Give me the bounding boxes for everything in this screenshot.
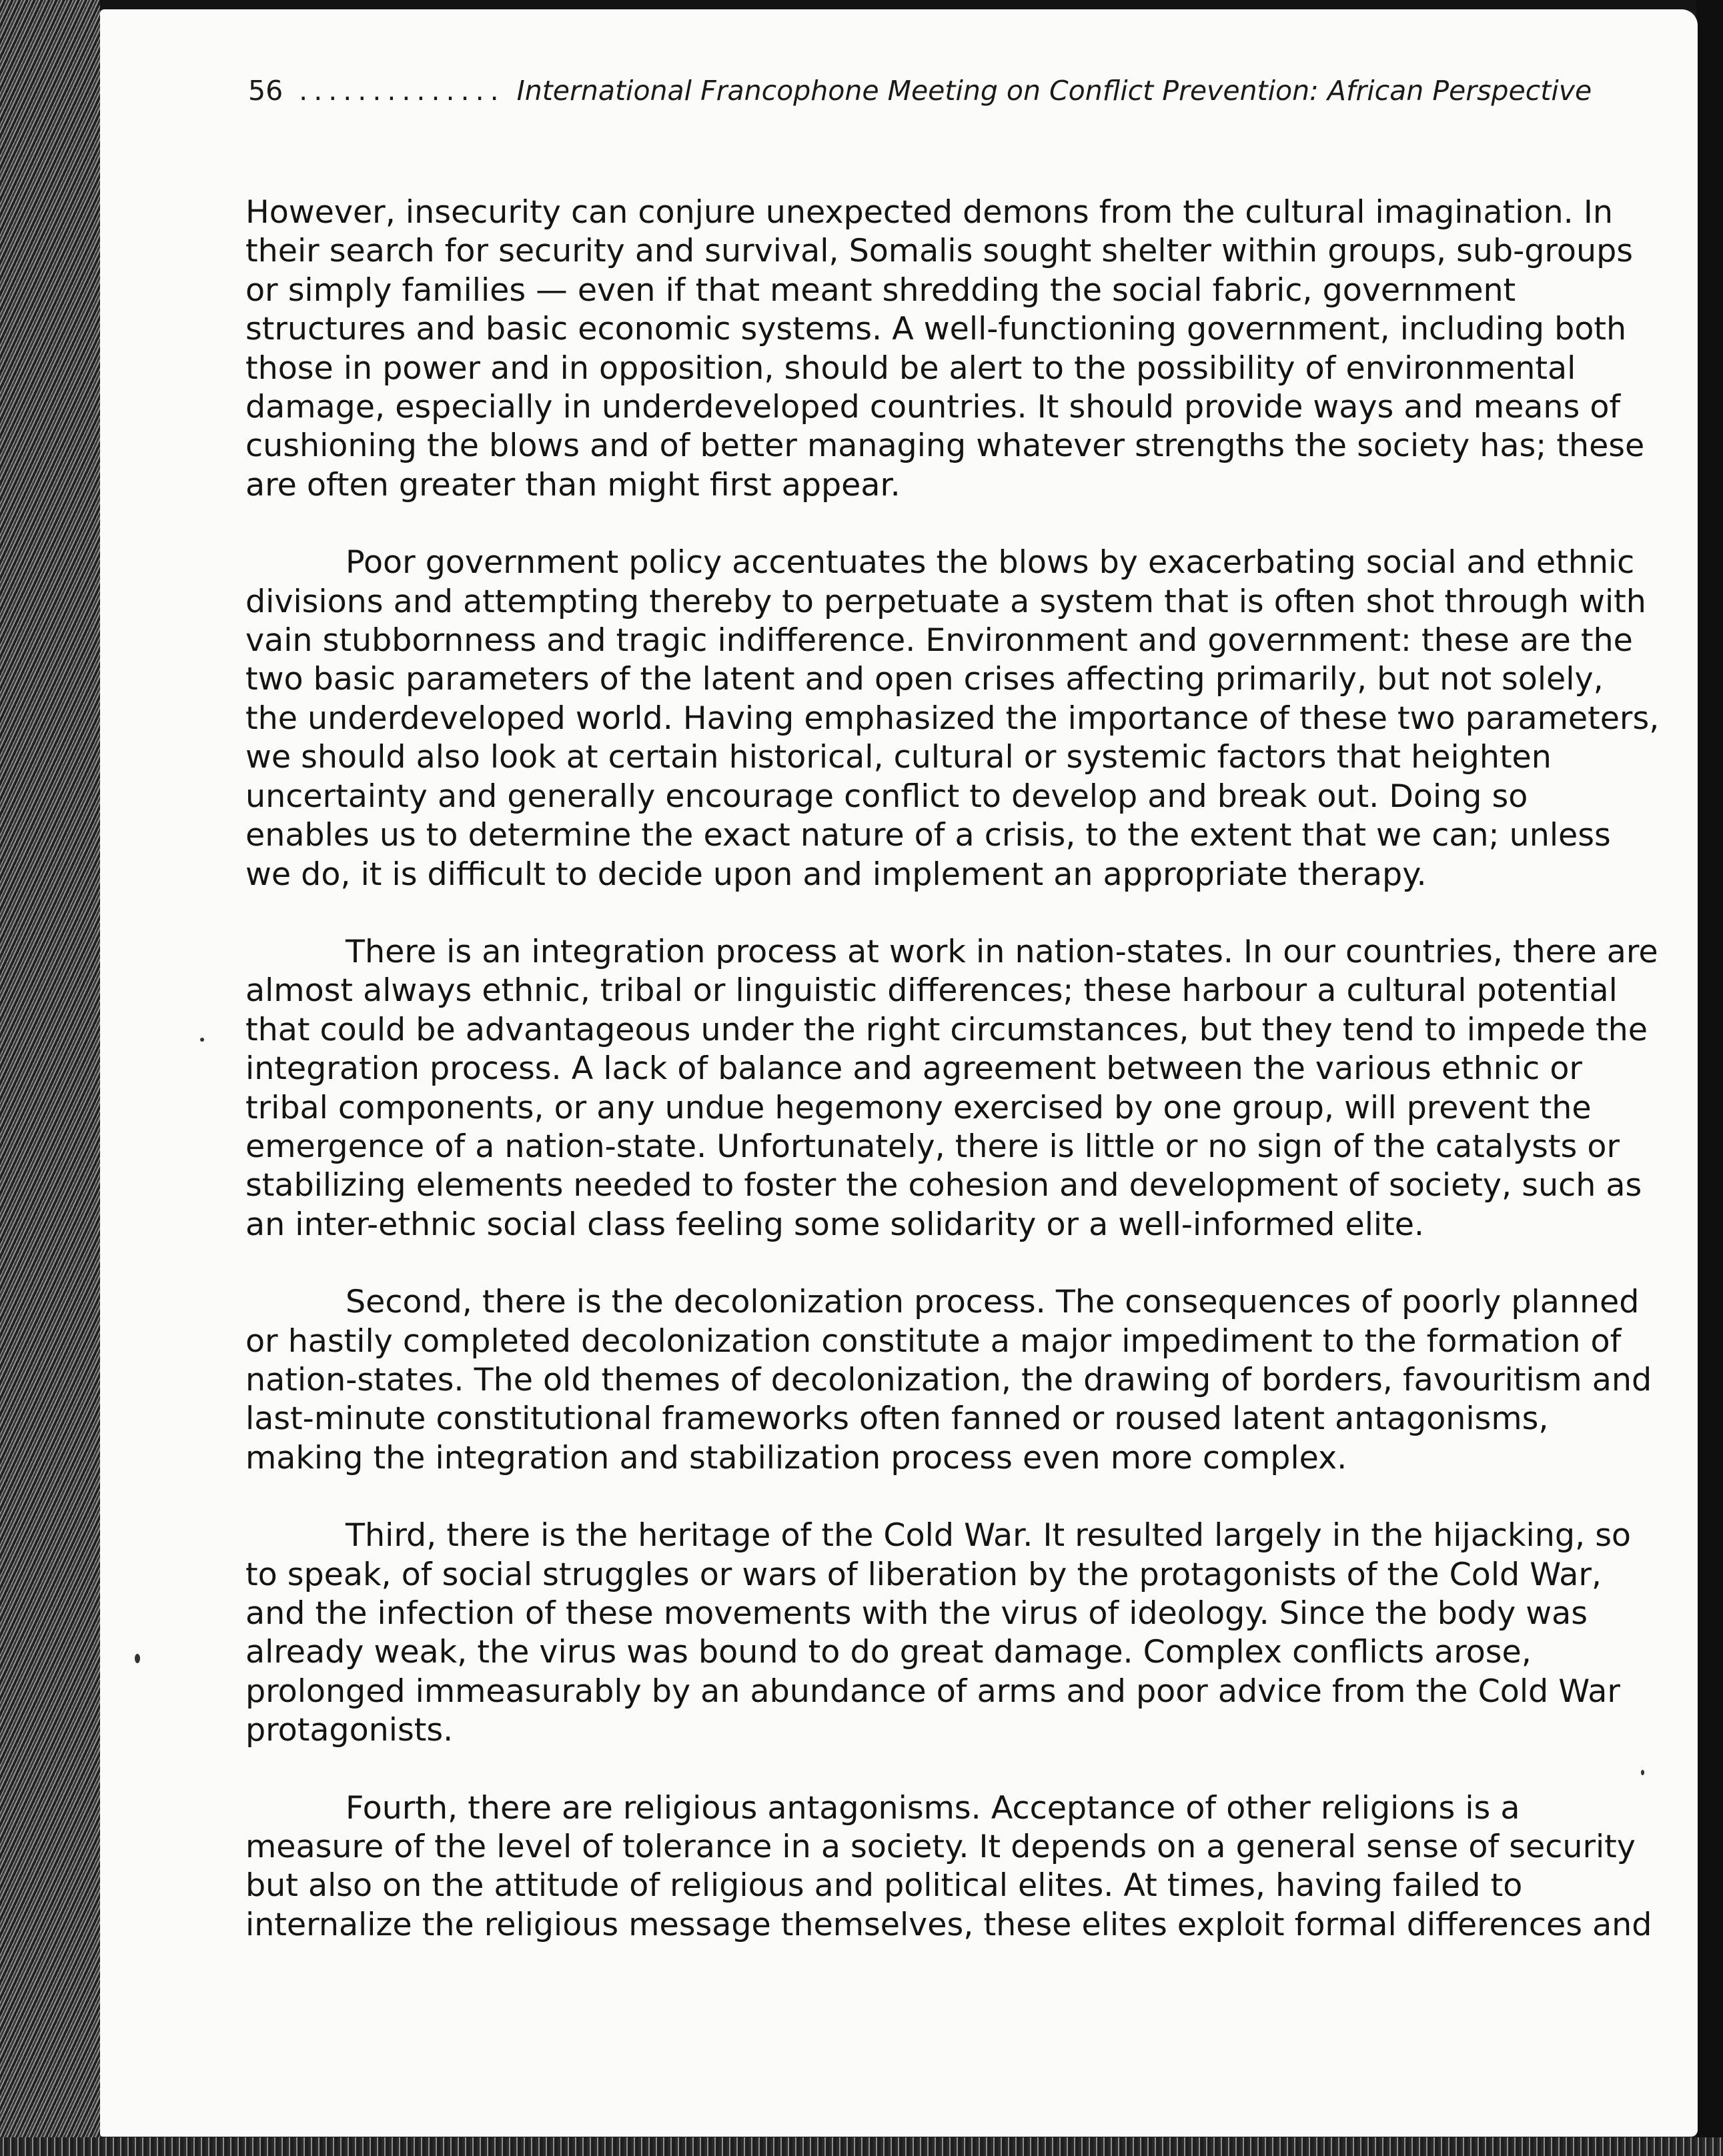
scan-edge-left [0, 0, 100, 2156]
scan-edge-bottom [0, 2137, 1723, 2156]
leader-dots: .............. [299, 75, 505, 107]
paragraph: However, insecurity can conjure unexpected demons from the cultural imagination. In their search for security and survival, Somalis sought shelter within groups, sub-groups or simply families — even if that meant shredding the social fabric, government structures and basic economic systems. A well-functioning government, including both those in power and in opposition, should be alert to the possibility of environmental damage, especially in underdeveloped countries. It should provide ways and means of cushioning the blows and of better managing whatever strengths the society has; these are often greater than might first appear. [245, 194, 1645, 503]
paragraph: There is an integration process at work in nation-states. In our countries, there are almost always ethnic, tribal or linguistic differences; these harbour a cultural potential that could be advantageous under the right circumstances, but they tend to impede the integration process. A lack of balance and agreement between the various ethnic or tribal components, or any undue hegemony exercised by one group, will prevent the emergence of a nation-state. Unfortunately, there is little or no sign of the catalysts or stabilizing elements needed to foster the cohesion and development of society, such as an inter-ethnic social class feeling some solidarity or a well-informed elite. [245, 933, 1658, 1243]
running-title: International Francophone Meeting on Conflict Prevention: African Perspective [516, 75, 1592, 107]
page-number: 56 [248, 75, 283, 107]
scan-edge-right [1696, 0, 1723, 2156]
paragraph: Second, there is the decolonization process. The consequences of poorly planned or hastily completed decolonization constitute a major impediment to the formation of nation-states. The old themes of decolonization, the drawing of borders, favouritism and last-minute constitutional frameworks often fanned or roused latent antagonisms, making the integration and stabilization process even more complex. [245, 1284, 1652, 1476]
paragraph: Fourth, there are religious antagonisms. Acceptance of other religions is a measure of the level of tolerance in a society. It depends on a general sense of security but also on the attitude of religious and political elites. At times, having failed to internalize the religious message themselves, these elites exploit formal differences and [245, 1789, 1652, 1943]
running-header [248, 64, 1636, 117]
scan-speck [200, 1038, 204, 1042]
paragraph: Third, there is the heritage of the Cold War. It resulted largely in the hijacking, so to speak, of social struggles or wars of liberation by the protagonists of the Cold War, and the infection of these movements with the virus of ideology. Since the body was already weak, the virus was bound to do great damage. Complex conflicts arose, prolonged immeasurably by an abundance of arms and poor advice from the Cold War protagonists. [245, 1517, 1631, 1749]
scan-speck [135, 1654, 140, 1663]
body-text [245, 193, 1660, 1983]
paragraph: Poor government policy accentuates the blows by exacerbating social and ethnic divisions and attempting thereby to perpetuate a system that is often shot through with vain stubbornness and tragic indifference. Environment and government: these are the two basic parameters of the latent and open crises affecting primarily, but not solely, the underdeveloped world. Having emphasized the importance of these two parameters, we should also look at certain historical, cultural or systemic factors that heighten uncertainty and generally encourage conflict to develop and break out. Doing so enables us to determine the exact nature of a crisis, to the extent that we can; unless we do, it is difficult to decide upon and implement an appropriate therapy. [245, 544, 1660, 893]
